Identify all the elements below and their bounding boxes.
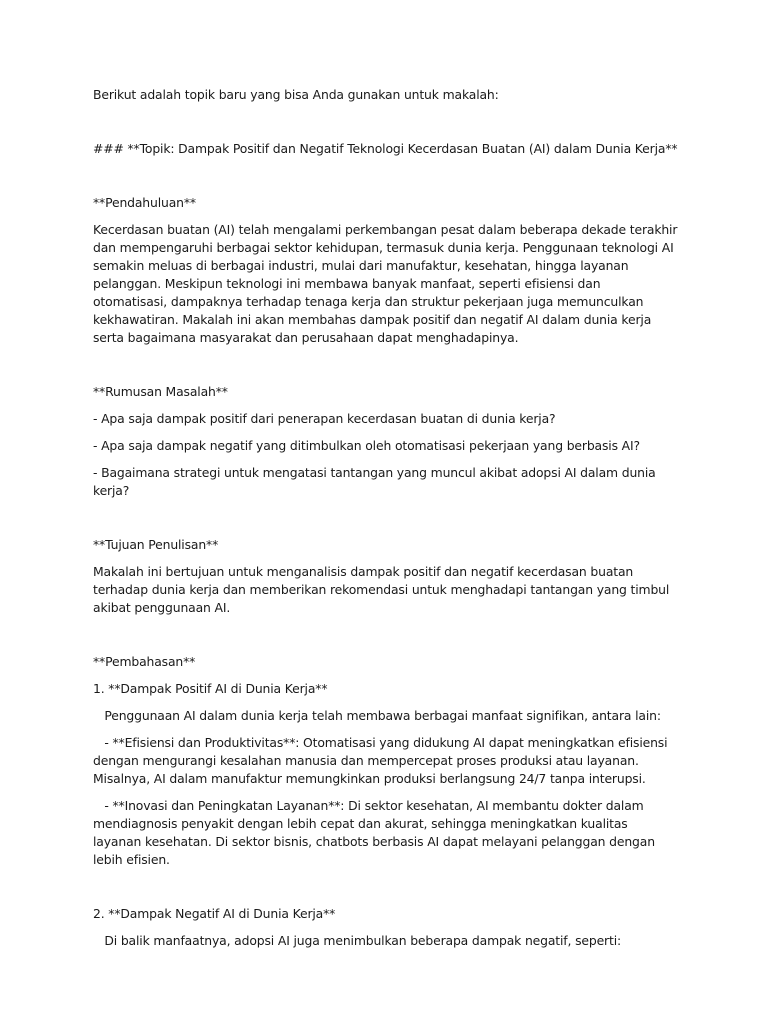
dampak-negatif-heading: 2. **Dampak Negatif AI di Dunia Kerja** (93, 906, 336, 921)
pendahuluan-heading: **Pendahuluan** (93, 195, 196, 210)
dampak-positif-item: - **Inovasi dan Peningkatan Layanan**: Di sektor kesehatan, AI membantu dokter dalam mendiagnosis penyakit dengan lebih cepat dan akurat, sehingga meningkatkan kualitas layanan kesehatan. Di sektor bisnis, chatbots berbasis AI dapat melayani pelanggan dengan lebih efisien. (93, 798, 659, 867)
intro-text: Berikut adalah topik baru yang bisa Anda gunakan untuk makalah: (93, 87, 499, 102)
dampak-positif-intro: Penggunaan AI dalam dunia kerja telah membawa berbagai manfaat signifikan, antara lain: (93, 708, 661, 723)
dampak-positif-heading: 1. **Dampak Positif AI di Dunia Kerja** (93, 681, 328, 696)
rumusan-item: - Apa saja dampak negatif yang ditimbulkan oleh otomatisasi pekerjaan yang berbasis AI? (93, 438, 640, 453)
pendahuluan-paragraph: Kecerdasan buatan (AI) telah mengalami perkembangan pesat dalam beberapa dekade terakhir dan mempengaruhi berbagai sektor kehidupan, termasuk dunia kerja. Penggunaan teknologi AI semakin meluas di berbagai industri, mulai dari manufaktur, kesehatan, hingga layanan pelanggan. Meskipun teknologi ini membawa banyak manfaat, seperti efisiensi dan otomatisasi, dampaknya terhadap tenaga kerja dan struktur pekerjaan juga memunculkan kekhawatiran. Makalah ini akan membahas dampak positif dan negatif AI dalam dunia kerja serta bagaimana masyarakat dan perusahaan dapat menghadapinya. (93, 222, 682, 345)
rumusan-item: - Bagaimana strategi untuk mengatasi tantangan yang muncul akibat adopsi AI dalam dunia kerja? (93, 465, 660, 498)
rumusan-heading: **Rumusan Masalah** (93, 384, 228, 399)
tujuan-paragraph: Makalah ini bertujuan untuk menganalisis dampak positif dan negatif kecerdasan buatan terhadap dunia kerja dan memberikan rekomendasi untuk menghadapi tantangan yang timbul akibat penggunaan AI. (93, 564, 673, 615)
dampak-negatif-intro: Di balik manfaatnya, adopsi AI juga menimbulkan beberapa dampak negatif, seperti: (93, 933, 622, 948)
tujuan-heading: **Tujuan Penulisan** (93, 537, 219, 552)
topic-heading: ### **Topik: Dampak Positif dan Negatif Teknologi Kecerdasan Buatan (AI) dalam Dunia Kerja** (93, 141, 678, 156)
document-body (93, 86, 682, 950)
pembahasan-heading: **Pembahasan** (93, 654, 196, 669)
rumusan-item: - Apa saja dampak positif dari penerapan kecerdasan buatan di dunia kerja? (93, 411, 556, 426)
dampak-positif-item: - **Efisiensi dan Produktivitas**: Otomatisasi yang didukung AI dapat meningkatkan efisiensi dengan mengurangi kesalahan manusia dan mempercepat proses produksi atau layanan. Misalnya, AI dalam manufaktur memungkinkan produksi berlangsung 24/7 tanpa interupsi. (93, 735, 672, 786)
